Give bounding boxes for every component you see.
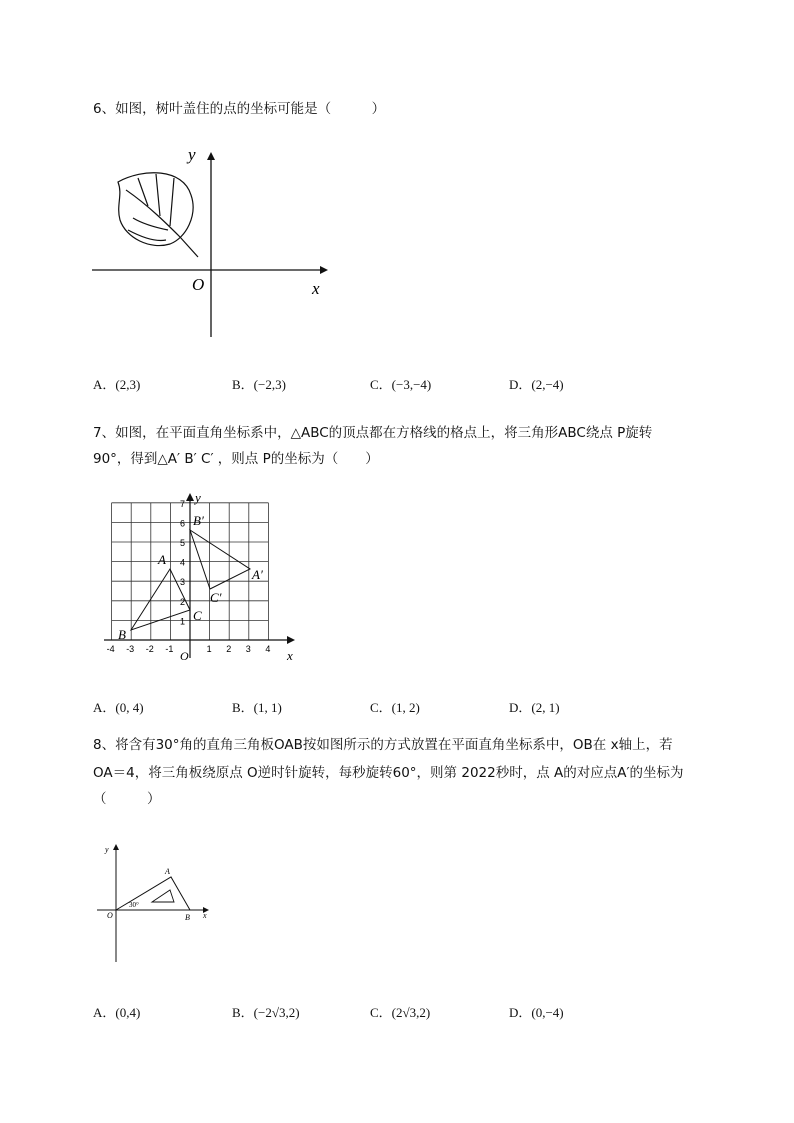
x-tick-label: -1 — [165, 644, 174, 654]
q8-angle-label: 30° — [129, 901, 139, 909]
q7-x-label: x — [287, 648, 293, 663]
label-a: A — [158, 552, 166, 567]
q7-origin-label: O — [180, 649, 189, 663]
question-8-line3: （ ） — [93, 791, 161, 807]
x-tick-label: 4 — [265, 644, 271, 654]
question-6-text: 6、如图，树叶盖住的点的坐标可能是（ ） — [93, 101, 386, 117]
q8-figure — [95, 840, 220, 970]
y-tick-label: 2 — [180, 596, 186, 607]
q7-y-label: y — [195, 490, 201, 505]
question-8-line1: 8、将含有30°角的直角三角板OAB按如图所示的方式放置在平面直角坐标系中，OB在 x轴上，若 — [93, 737, 673, 753]
label-a-prime: A′ — [252, 567, 263, 582]
q8-origin-label: O — [107, 911, 113, 920]
question-7-line2: 90°，得到△A′ B′ C′ ，则点 P的坐标为（ ） — [93, 451, 379, 467]
q8-option-a[interactable]: A．(0,4) — [93, 1005, 141, 1020]
q8-y-label: y — [105, 845, 109, 854]
q8-option-b[interactable]: B．(−2√3,2) — [232, 1005, 300, 1020]
x-tick-label: 1 — [206, 644, 212, 654]
y-tick-label: 4 — [180, 557, 186, 568]
question-8-line2: OA＝4，将三角板绕原点 O逆时针旋转，每秒旋转60°，则第 2022秒时，点 A的对应点A′的坐标为 — [93, 765, 684, 781]
label-b-prime: B′ — [193, 513, 204, 528]
y-tick-label: 5 — [180, 538, 186, 548]
label-b: B — [118, 627, 126, 642]
q6-y-label: y — [188, 145, 196, 164]
x-tick-label: -3 — [126, 644, 135, 654]
x-tick-label: 2 — [226, 644, 232, 654]
q8-x-label: x — [203, 911, 207, 920]
q8-b-label: B — [185, 913, 190, 922]
question-7-line1: 7、如图，在平面直角坐标系中，△ABC的顶点都在方格线的格点上，将三角形ABC绕点 P旋转 — [93, 425, 653, 441]
q6-x-label: x — [312, 279, 320, 298]
y-tick-label: 7 — [180, 498, 186, 509]
q7-option-b[interactable]: B．(1, 1) — [232, 700, 282, 715]
q6-option-c[interactable]: C．(−3,−4) — [370, 377, 432, 392]
q8-a-label: A — [165, 867, 170, 876]
q6-figure — [88, 140, 338, 345]
q7-option-c[interactable]: C．(1, 2) — [370, 700, 420, 715]
q7-option-a[interactable]: A．(0, 4) — [93, 700, 144, 715]
x-tick-label: -2 — [145, 644, 154, 654]
q7-option-d[interactable]: D．(2, 1) — [509, 700, 560, 715]
q6-origin-label: O — [192, 275, 205, 294]
y-tick-label: 3 — [180, 577, 186, 588]
q8-option-d[interactable]: D．(0,−4) — [509, 1005, 564, 1020]
x-tick-label: 3 — [245, 644, 251, 654]
y-tick-label: 6 — [180, 518, 186, 529]
label-c: C — [193, 608, 202, 623]
label-c-prime: C′ — [210, 590, 222, 605]
x-tick-label: -4 — [106, 644, 115, 654]
q7-grid-figure — [100, 490, 310, 670]
q6-option-b[interactable]: B．(−2,3) — [232, 377, 286, 392]
y-tick-label: 1 — [180, 616, 186, 627]
q8-option-c[interactable]: C．(2√3,2) — [370, 1005, 431, 1020]
triangle-a1b1c1 — [190, 530, 250, 589]
triangle-oab — [116, 877, 190, 910]
q6-option-d[interactable]: D．(2,−4) — [509, 377, 564, 392]
q6-option-a[interactable]: A．(2,3) — [93, 377, 141, 392]
leaf-icon — [118, 173, 198, 257]
